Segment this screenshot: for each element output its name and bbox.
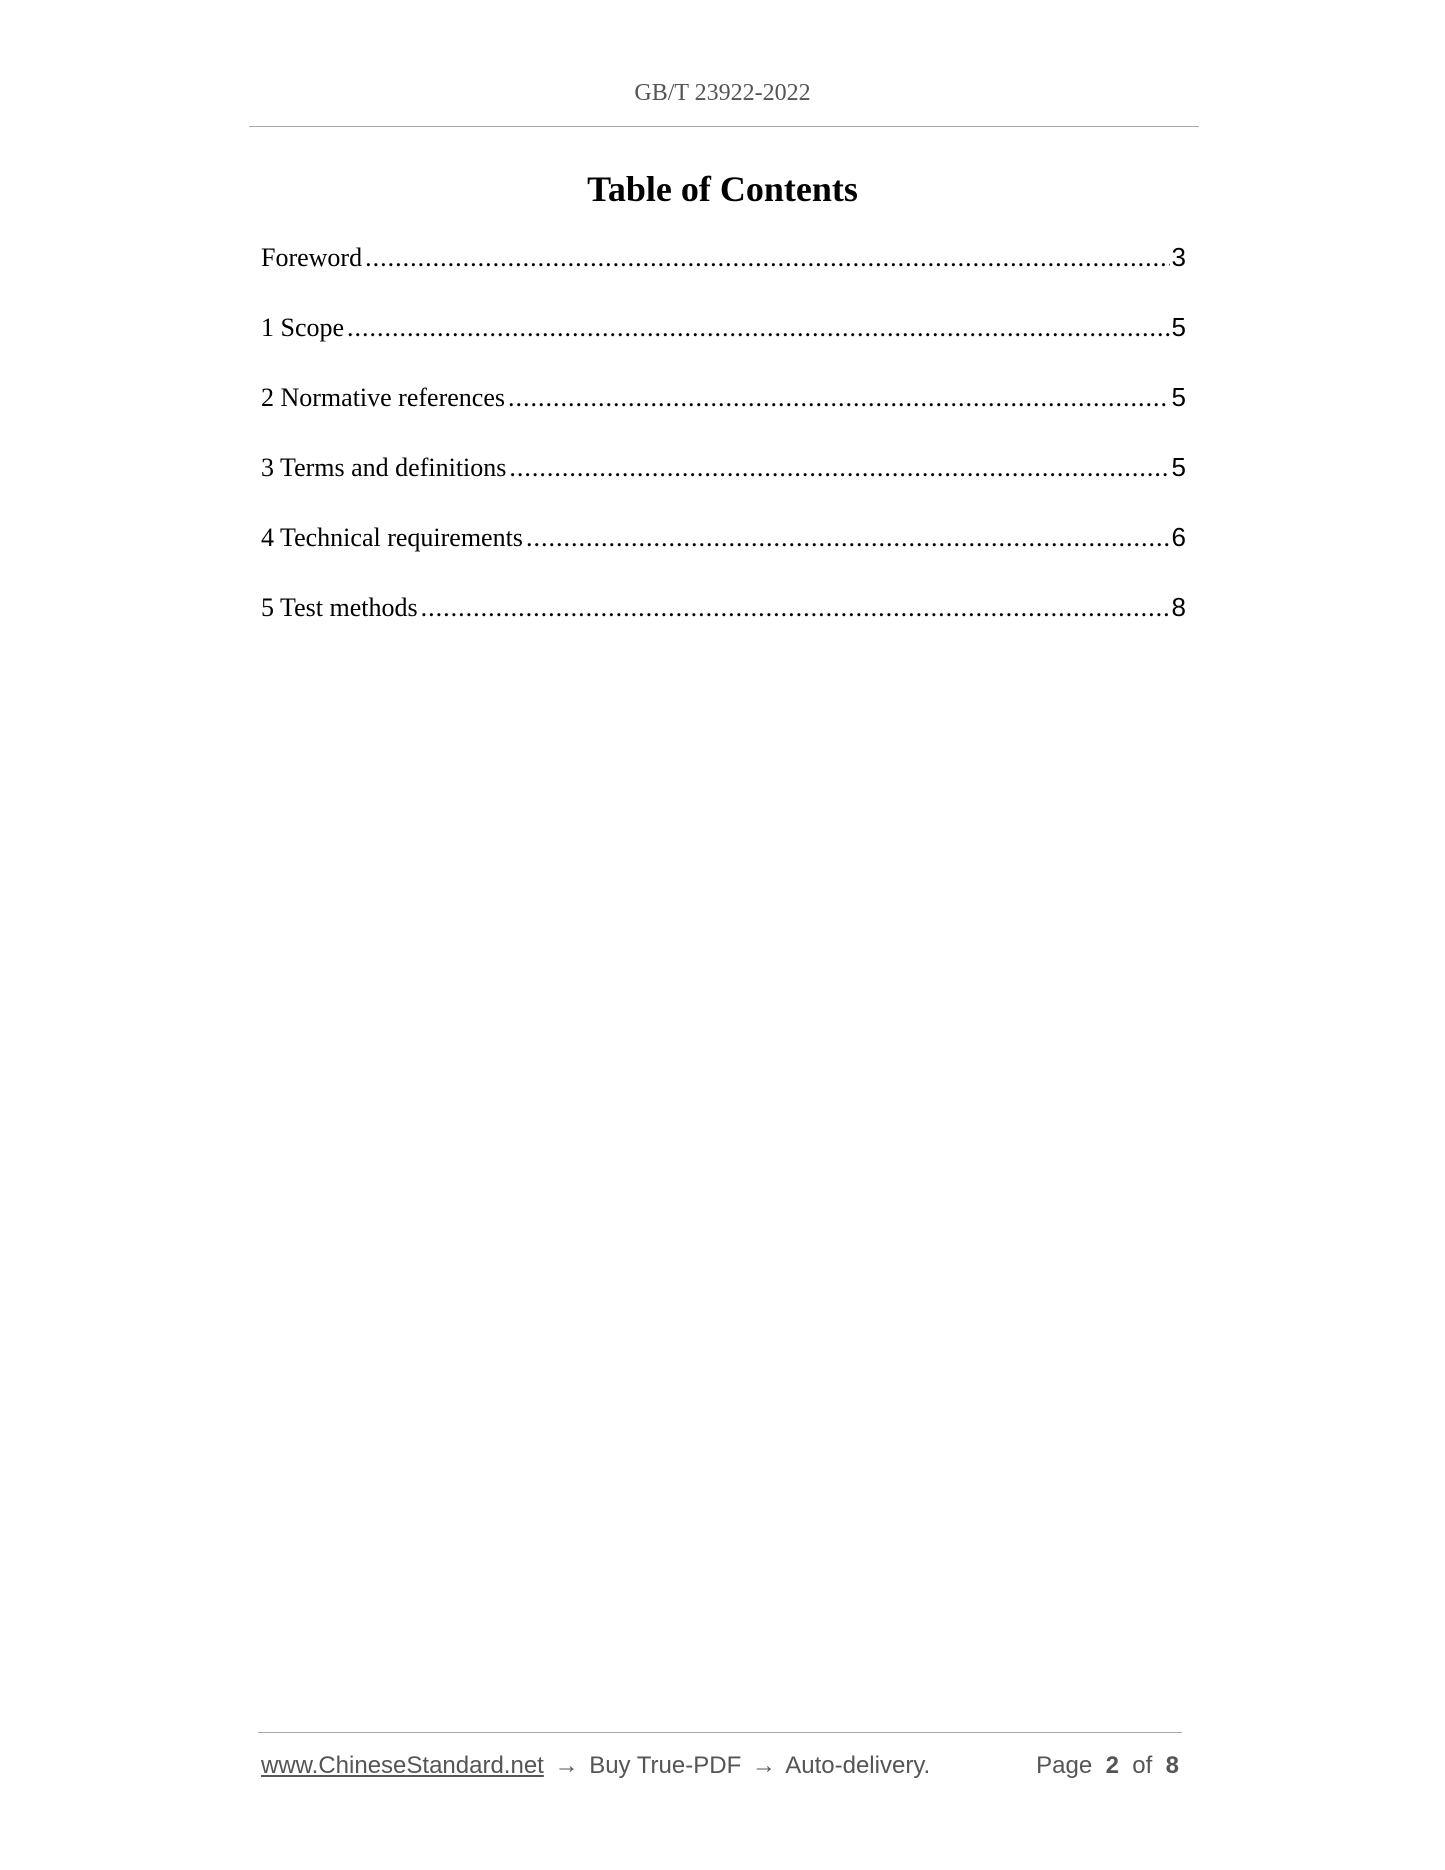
- toc-entry-test-methods[interactable]: [261, 592, 1186, 662]
- toc-entry-label: 3 Terms and definitions: [261, 453, 507, 482]
- toc-entry-page: 8: [1171, 592, 1186, 622]
- total-page-count: 8: [1165, 1752, 1179, 1779]
- table-of-contents: [261, 242, 1186, 662]
- toc-entry-page: 3: [1171, 242, 1186, 272]
- toc-title: Table of Contents: [587, 169, 858, 209]
- toc-dot-leader: [509, 453, 1169, 483]
- toc-dot-leader: [526, 523, 1170, 553]
- page-footer: [261, 1752, 1179, 1780]
- of-word: of: [1132, 1752, 1153, 1779]
- toc-entry-foreword[interactable]: [261, 242, 1186, 312]
- auto-delivery-text: Auto-delivery.: [785, 1752, 931, 1779]
- toc-entry-page: 5: [1171, 382, 1186, 412]
- arrow-right-icon: →: [751, 1752, 776, 1779]
- toc-dot-leader: [421, 593, 1170, 623]
- document-code-header: GB/T 23922-2022: [634, 80, 811, 106]
- toc-entry-label: 5 Test methods: [261, 593, 418, 622]
- toc-entry-normative-references[interactable]: [261, 382, 1186, 452]
- website-link[interactable]: www.ChineseStandard.net: [261, 1752, 544, 1779]
- buy-true-pdf-text: Buy True-PDF: [589, 1752, 742, 1779]
- page-word: Page: [1036, 1752, 1093, 1779]
- toc-entry-label: Foreword: [261, 243, 363, 272]
- current-page-number: 2: [1105, 1752, 1119, 1779]
- toc-entry-label: 2 Normative references: [261, 383, 505, 412]
- footer-promo: [261, 1752, 930, 1780]
- toc-dot-leader: [365, 243, 1169, 273]
- header-divider: [249, 126, 1199, 127]
- page-indicator: [1036, 1752, 1179, 1780]
- toc-entry-label: 4 Technical requirements: [261, 523, 523, 552]
- footer-divider: [258, 1732, 1182, 1733]
- toc-entry-terms-definitions[interactable]: [261, 452, 1186, 522]
- toc-entry-page: 5: [1171, 312, 1186, 342]
- arrow-right-icon: →: [554, 1752, 579, 1779]
- toc-entry-scope[interactable]: [261, 312, 1186, 382]
- toc-entry-page: 6: [1171, 522, 1186, 552]
- toc-entry-page: 5: [1171, 452, 1186, 482]
- toc-dot-leader: [347, 313, 1169, 343]
- toc-dot-leader: [508, 383, 1170, 413]
- toc-entry-technical-requirements[interactable]: [261, 522, 1186, 592]
- toc-entry-label: 1 Scope: [261, 313, 345, 342]
